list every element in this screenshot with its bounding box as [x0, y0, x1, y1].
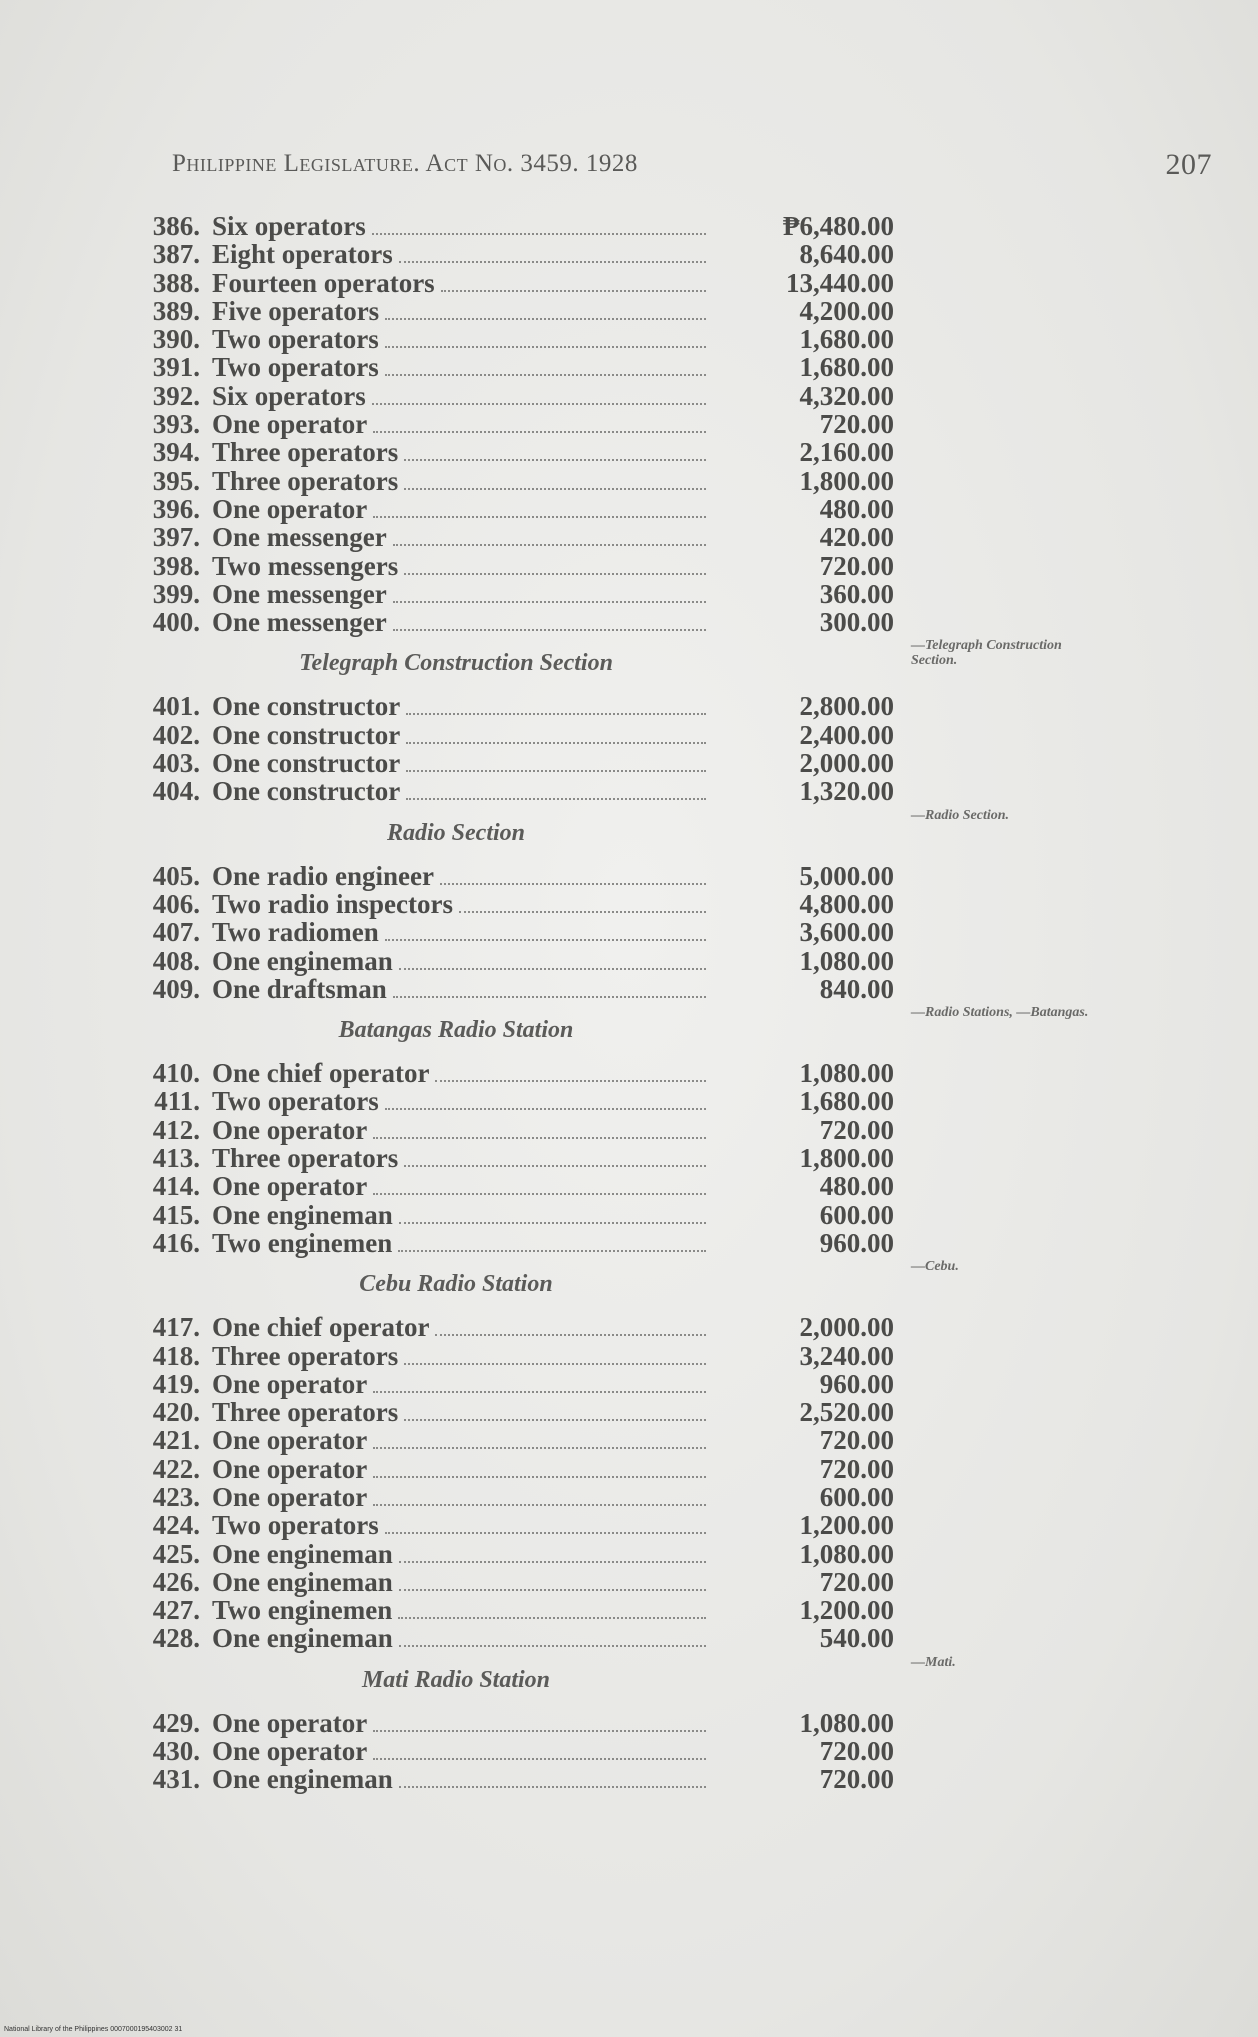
- item-row: [136, 1709, 1146, 1737]
- item-row: [136, 212, 1146, 240]
- section-heading-text: Radio Section: [386, 819, 525, 846]
- item-row: [136, 353, 1146, 381]
- item-row: [136, 382, 1146, 410]
- item-number: 390.: [152, 324, 200, 355]
- scan-footer: National Library of the Philippines 0007000195403002 31: [4, 2026, 183, 2033]
- item-amount: 2,800.00: [799, 691, 894, 722]
- item-title: One chief operator: [212, 1312, 430, 1343]
- section-heading: [136, 1257, 1146, 1313]
- item-amount: 420.00: [819, 522, 894, 553]
- item-row: [136, 1596, 1146, 1624]
- item-amount: 840.00: [819, 973, 894, 1004]
- item-title: Three operators: [212, 465, 399, 496]
- item-title: One chief operator: [212, 1058, 430, 1089]
- item-title: Two messengers: [212, 550, 399, 581]
- item-number: 403.: [152, 748, 200, 779]
- item-amount: 2,400.00: [799, 719, 894, 750]
- item-row: [136, 918, 1146, 946]
- item-amount: 540.00: [819, 1623, 894, 1654]
- appropriation-list: [136, 212, 1146, 1794]
- item-number: 389.: [152, 295, 200, 326]
- item-title: One constructor: [212, 748, 401, 779]
- item-row: [136, 1087, 1146, 1115]
- item-amount: 4,320.00: [799, 380, 894, 411]
- item-amount: 1,800.00: [799, 1143, 894, 1174]
- item-title: Two radio inspectors: [212, 888, 453, 919]
- item-amount: 360.00: [819, 578, 894, 609]
- margin-note: —Cebu.: [911, 1259, 959, 1275]
- item-amount: 300.00: [819, 607, 894, 638]
- section-heading: [136, 636, 1146, 692]
- item-row: [136, 467, 1146, 495]
- item-number: 392.: [152, 380, 200, 411]
- margin-note: —Radio Section.: [911, 807, 1010, 823]
- item-number: 400.: [152, 607, 200, 638]
- item-number: 423.: [152, 1481, 200, 1512]
- item-title: Two enginemen: [212, 1227, 393, 1258]
- item-number: 410.: [152, 1058, 200, 1089]
- item-number: 411.: [154, 1086, 200, 1117]
- item-number: 404.: [152, 776, 200, 807]
- item-row: [136, 325, 1146, 353]
- page-number: 207: [1165, 148, 1212, 181]
- item-amount: 5,000.00: [799, 860, 894, 891]
- item-title: One messenger: [212, 522, 387, 553]
- item-row: [136, 1737, 1146, 1765]
- item-number: 418.: [152, 1340, 200, 1371]
- item-row: [136, 495, 1146, 523]
- item-number: 396.: [152, 493, 200, 524]
- item-number: 399.: [152, 578, 200, 609]
- item-title: Two enginemen: [212, 1595, 393, 1626]
- item-row: [136, 1540, 1146, 1568]
- item-number: 420.: [152, 1397, 200, 1428]
- item-amount: 2,160.00: [799, 437, 894, 468]
- item-title: One engineman: [212, 1199, 393, 1230]
- item-amount: 720.00: [819, 409, 894, 440]
- item-row: [136, 1229, 1146, 1257]
- item-title: One operator: [212, 1707, 368, 1738]
- item-row: [136, 1765, 1146, 1793]
- item-title: Three operators: [212, 1143, 399, 1174]
- section-heading: [136, 1653, 1146, 1709]
- item-amount: 600.00: [819, 1481, 894, 1512]
- item-amount: 720.00: [819, 1566, 894, 1597]
- item-number: 391.: [152, 352, 200, 383]
- item-title: One operator: [212, 1453, 368, 1484]
- item-number: 387.: [152, 239, 200, 270]
- running-head: Philippine Legislature. Act No. 3459. 1928: [172, 150, 638, 177]
- item-row: [136, 552, 1146, 580]
- item-title: Two radiomen: [212, 917, 379, 948]
- item-row: [136, 523, 1146, 551]
- item-amount: 720.00: [819, 1764, 894, 1795]
- item-number: 407.: [152, 917, 200, 948]
- item-row: [136, 1455, 1146, 1483]
- item-title: Fourteen operators: [212, 267, 435, 298]
- item-row: [136, 1342, 1146, 1370]
- item-amount: 960.00: [819, 1368, 894, 1399]
- item-number: 393.: [152, 409, 200, 440]
- item-amount: 3,240.00: [799, 1340, 894, 1371]
- item-amount: 1,200.00: [799, 1595, 894, 1626]
- item-number: 408.: [152, 945, 200, 976]
- item-row: [136, 608, 1146, 636]
- item-title: Six operators: [212, 211, 366, 241]
- item-amount: 8,640.00: [799, 239, 894, 270]
- item-title: Two operators: [212, 352, 379, 383]
- item-title: One operator: [212, 493, 368, 524]
- item-title: One constructor: [212, 719, 401, 750]
- item-title: One constructor: [212, 691, 401, 722]
- item-row: [136, 240, 1146, 268]
- margin-note: —Mati.: [911, 1654, 956, 1670]
- item-number: 401.: [152, 691, 200, 722]
- item-row: [136, 1568, 1146, 1596]
- item-title: Three operators: [212, 1397, 399, 1428]
- item-title: One operator: [212, 1481, 368, 1512]
- item-number: 429.: [152, 1707, 200, 1738]
- item-title: One operator: [212, 1114, 368, 1145]
- item-row: [136, 1511, 1146, 1539]
- item-row: [136, 777, 1146, 805]
- item-amount: 1,800.00: [799, 465, 894, 496]
- item-title: One radio engineer: [212, 860, 434, 891]
- item-number: 398.: [152, 550, 200, 581]
- item-amount: 1,080.00: [799, 1707, 894, 1738]
- item-number: 412.: [152, 1114, 200, 1145]
- item-amount: 1,080.00: [799, 1538, 894, 1569]
- item-title: One engineman: [212, 1566, 393, 1597]
- item-row: [136, 947, 1146, 975]
- item-row: [136, 692, 1146, 720]
- item-amount: 4,200.00: [799, 295, 894, 326]
- item-row: [136, 1483, 1146, 1511]
- item-amount: 1,680.00: [799, 324, 894, 355]
- item-title: One operator: [212, 1368, 368, 1399]
- item-number: 394.: [152, 437, 200, 468]
- item-number: 419.: [152, 1368, 200, 1399]
- item-title: Two operators: [212, 324, 379, 355]
- item-row: [136, 1370, 1146, 1398]
- item-amount: 960.00: [819, 1227, 894, 1258]
- item-amount: 720.00: [819, 1425, 894, 1456]
- item-number: 430.: [152, 1736, 200, 1767]
- item-title: One engineman: [212, 1538, 393, 1569]
- item-amount: 2,000.00: [799, 748, 894, 779]
- item-number: 422.: [152, 1453, 200, 1484]
- item-number: 395.: [152, 465, 200, 496]
- item-number: 406.: [152, 888, 200, 919]
- item-row: [136, 1313, 1146, 1341]
- item-row: [136, 580, 1146, 608]
- item-number: 409.: [152, 973, 200, 1004]
- item-amount: 1,320.00: [799, 776, 894, 807]
- item-title: One draftsman: [212, 973, 387, 1004]
- item-number: 425.: [152, 1538, 200, 1569]
- item-row: [136, 438, 1146, 466]
- item-amount: 2,520.00: [799, 1397, 894, 1428]
- section-heading: [136, 806, 1146, 862]
- item-amount: 720.00: [819, 1453, 894, 1484]
- item-number: 428.: [152, 1623, 200, 1654]
- item-row: [136, 1201, 1146, 1229]
- item-number: 415.: [152, 1199, 200, 1230]
- item-number: 426.: [152, 1566, 200, 1597]
- item-number: 417.: [152, 1312, 200, 1343]
- item-title: Five operators: [212, 295, 380, 326]
- item-number: 421.: [152, 1425, 200, 1456]
- margin-note: —Radio Stations, —Batangas.: [911, 1005, 1089, 1021]
- item-row: [136, 890, 1146, 918]
- item-row: [136, 269, 1146, 297]
- item-row: [136, 1144, 1146, 1172]
- item-amount: 600.00: [819, 1199, 894, 1230]
- item-title: Two operators: [212, 1086, 379, 1117]
- item-amount: 720.00: [819, 1736, 894, 1767]
- section-heading-text: Telegraph Construction Section: [299, 650, 613, 677]
- item-title: One engineman: [212, 1623, 393, 1654]
- item-number: 388.: [152, 267, 200, 298]
- item-title: One messenger: [212, 578, 387, 609]
- item-title: One engineman: [212, 945, 393, 976]
- item-number: 424.: [152, 1510, 200, 1541]
- item-row: [136, 1172, 1146, 1200]
- section-heading-text: Batangas Radio Station: [338, 1017, 574, 1044]
- item-title: One operator: [212, 1736, 368, 1767]
- item-amount: 1,680.00: [799, 1086, 894, 1117]
- item-row: [136, 975, 1146, 1003]
- item-amount: ₱6,480.00: [783, 211, 894, 241]
- item-amount: 1,680.00: [799, 352, 894, 383]
- item-amount: 720.00: [819, 1114, 894, 1145]
- item-number: 413.: [152, 1143, 200, 1174]
- item-row: [136, 1624, 1146, 1652]
- item-number: 402.: [152, 719, 200, 750]
- item-title: Two operators: [212, 1510, 379, 1541]
- item-amount: 1,080.00: [799, 1058, 894, 1089]
- item-amount: 2,000.00: [799, 1312, 894, 1343]
- item-number: 416.: [152, 1227, 200, 1258]
- section-heading-text: Mati Radio Station: [361, 1666, 551, 1693]
- item-amount: 1,200.00: [799, 1510, 894, 1541]
- item-number: 386.: [152, 211, 200, 241]
- item-title: Six operators: [212, 380, 366, 411]
- item-amount: 480.00: [819, 493, 894, 524]
- item-title: One constructor: [212, 776, 401, 807]
- item-amount: 480.00: [819, 1171, 894, 1202]
- item-title: One operator: [212, 1171, 368, 1202]
- item-title: One engineman: [212, 1764, 393, 1795]
- item-amount: 13,440.00: [786, 267, 894, 298]
- section-heading: [136, 1003, 1146, 1059]
- item-row: [136, 862, 1146, 890]
- item-title: Three operators: [212, 437, 399, 468]
- item-title: One operator: [212, 1425, 368, 1456]
- item-amount: 4,800.00: [799, 888, 894, 919]
- margin-note: —Telegraph Construction Section.: [911, 638, 1062, 669]
- item-title: One operator: [212, 409, 368, 440]
- item-row: [136, 297, 1146, 325]
- section-heading-text: Cebu Radio Station: [359, 1271, 553, 1298]
- item-amount: 3,600.00: [799, 917, 894, 948]
- item-row: [136, 721, 1146, 749]
- item-title: One messenger: [212, 607, 387, 638]
- item-row: [136, 1398, 1146, 1426]
- item-row: [136, 1116, 1146, 1144]
- item-number: 397.: [152, 522, 200, 553]
- item-title: Three operators: [212, 1340, 399, 1371]
- item-title: Eight operators: [212, 239, 393, 270]
- item-amount: 1,080.00: [799, 945, 894, 976]
- item-number: 405.: [152, 860, 200, 891]
- item-number: 431.: [152, 1764, 200, 1795]
- item-row: [136, 749, 1146, 777]
- item-number: 427.: [152, 1595, 200, 1626]
- item-row: [136, 410, 1146, 438]
- item-row: [136, 1059, 1146, 1087]
- item-number: 414.: [152, 1171, 200, 1202]
- item-row: [136, 1426, 1146, 1454]
- item-amount: 720.00: [819, 550, 894, 581]
